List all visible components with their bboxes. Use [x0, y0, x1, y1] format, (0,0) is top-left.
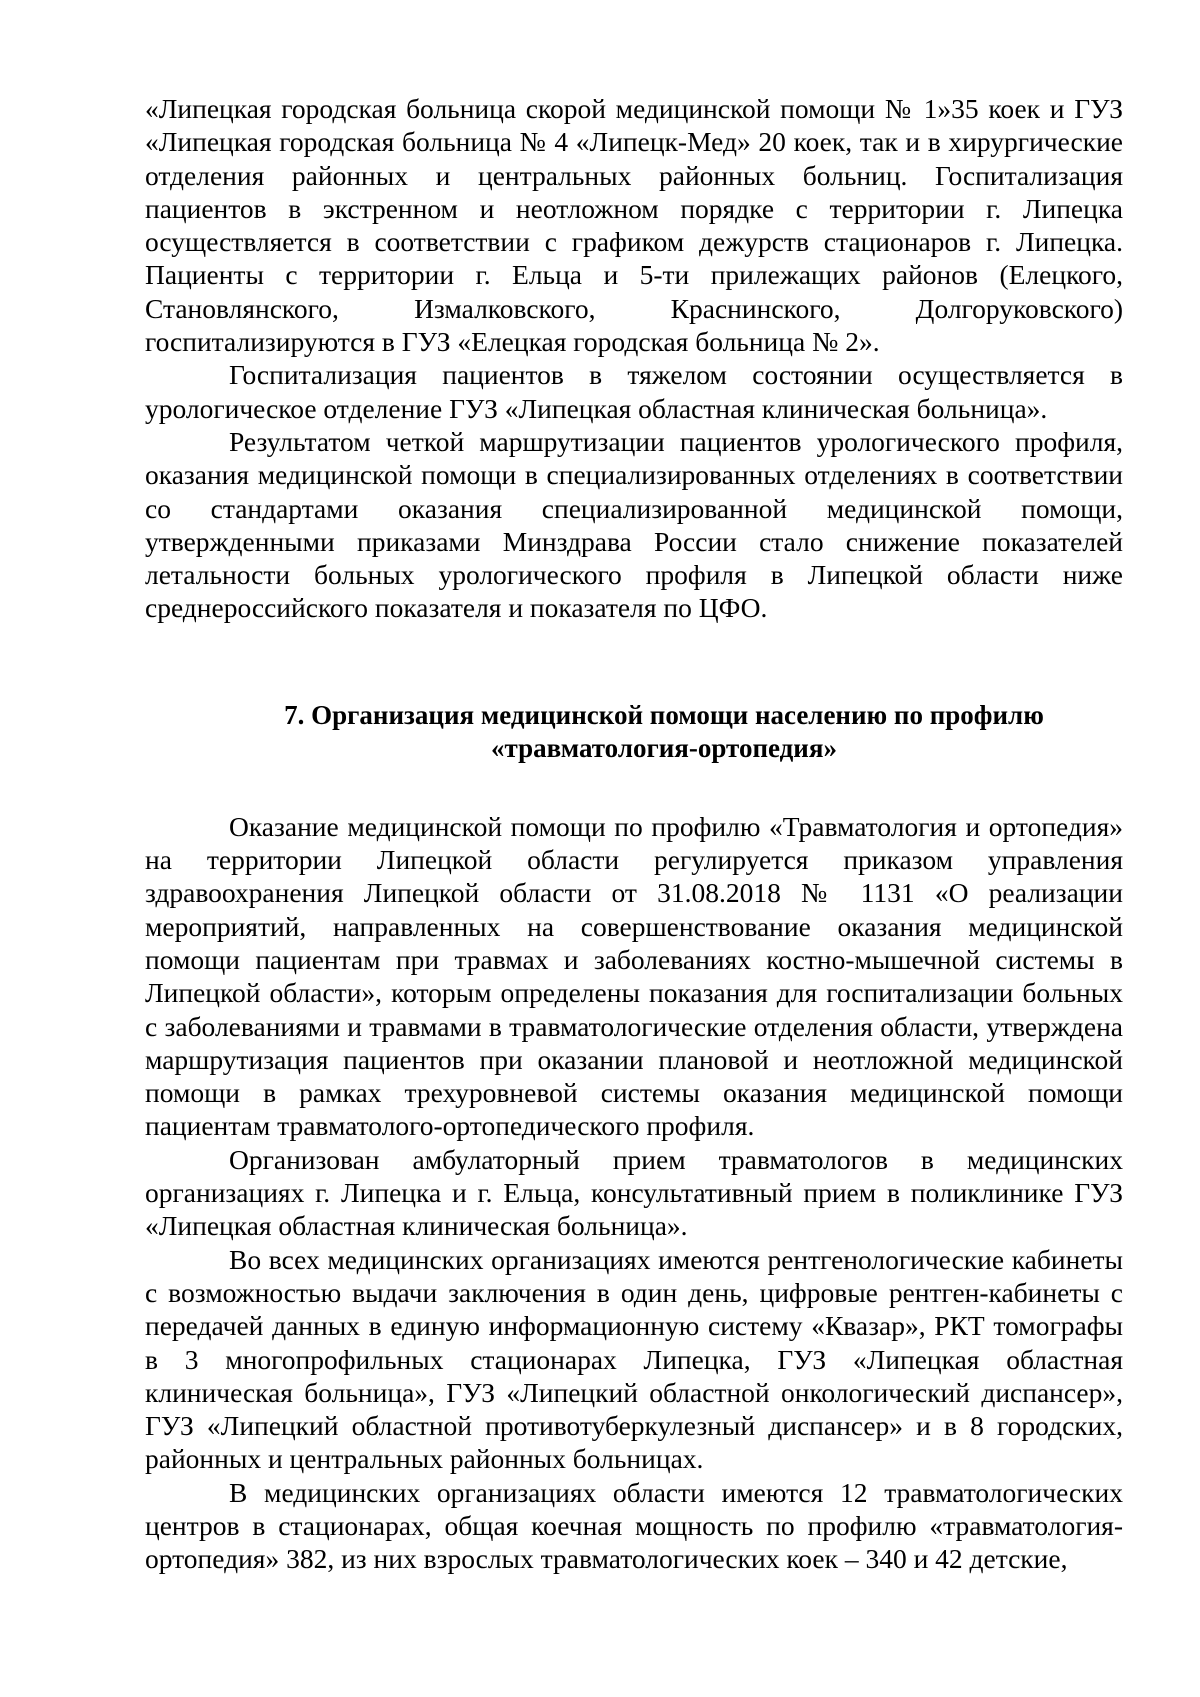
paragraph-trauma-centers: В медицинских организациях области имеются 12 травматологических центров в стационарах, общая коечная мощность по профилю «травматология-ортопедия» 382, из них взрослых травматологических коек – 340 и 42 детские, [145, 1476, 1123, 1575]
paragraph-severe-condition: Госпитализация пациентов в тяжелом состоянии осуществляется в урологическое отделение ГУЗ «Липецкая областная клиническая больница». [145, 359, 1123, 424]
paragraph-hospitalization-continuation: «Липецкая городская больница скорой медицинской помощи № 1»35 коек и ГУЗ «Липецкая городская больница № 4 «Липецк-Мед» 20 коек, так и в хирургические отделения районных и центральных районных больниц. Госпитализация пациентов в экстренном и неотложном порядке с территории г. Липецка осуществляется в соответствии с графиком дежурств стационаров г. Липецка. Пациенты с территории г. Ельца и 5-ти прилежащих районов (Елецкого, Становлянского, Измалковского, Краснинского, Долгоруковского) госпитализируются в ГУЗ «Елецкая городская больница № 2». [145, 93, 1123, 358]
section-title [145, 699, 1123, 766]
document-page [145, 92, 1123, 1576]
paragraph-trauma-regulation: Оказание медицинской помощи по профилю «Травматология и ортопедия» на территории Липецкой области регулируется приказом управления здравоохранения Липецкой области от 31.08.2018 № 1131 «О реализации мероприятий, направленных на совершенствование оказания медицинской помощи пациентам при травмах и заболеваниях костно-мышечной системы в Липецкой области», которым определены показания для госпитализации больных с заболеваниями и травмами в травматологические отделения области, утверждена маршрутизация пациентов при оказании плановой и неотложной медицинской помощи в рамках трехуровневой системы оказания медицинской помощи пациентам травматолого-ортопедического профиля. [145, 810, 1123, 1142]
paragraph-outpatient-reception: Организован амбулаторный прием травматологов в медицинских организациях г. Липецка и г. Ельца, консультативный прием в поликлинике ГУЗ «Липецкая областная клиническая больница». [145, 1143, 1123, 1242]
section-spacer [145, 766, 1123, 810]
section-title-line-2: «травматология-ортопедия» [491, 733, 837, 764]
paragraph-urology-results: Результатом четкой маршрутизации пациентов урологического профиля, оказания медицинской помощи в специализированных отделениях в соответствии со стандартами оказания специализированной медицинской помощи, утвержденными приказами Минздрава России стало снижение показателей летальности больных урологического профиля в Липецкой области ниже среднероссийского показателя и показателя по ЦФО. [145, 425, 1123, 624]
paragraph-xray-equipment: Во всех медицинских организациях имеются рентгенологические кабинеты с возможностью выдачи заключения в один день, цифровые рентген-кабинеты с передачей данных в единую информационную систему «Квазар», РКТ томографы в 3 многопрофильных стационарах Липецка, ГУЗ «Липецкая областная клиническая больница», ГУЗ «Липецкий областной онкологический диспансер», ГУЗ «Липецкий областной противотуберкулезный диспансер» и в 8 городских, районных и центральных районных больницах. [145, 1243, 1123, 1475]
section-title-line-1: 7. Организация медицинской помощи населению по профилю [284, 699, 1044, 730]
